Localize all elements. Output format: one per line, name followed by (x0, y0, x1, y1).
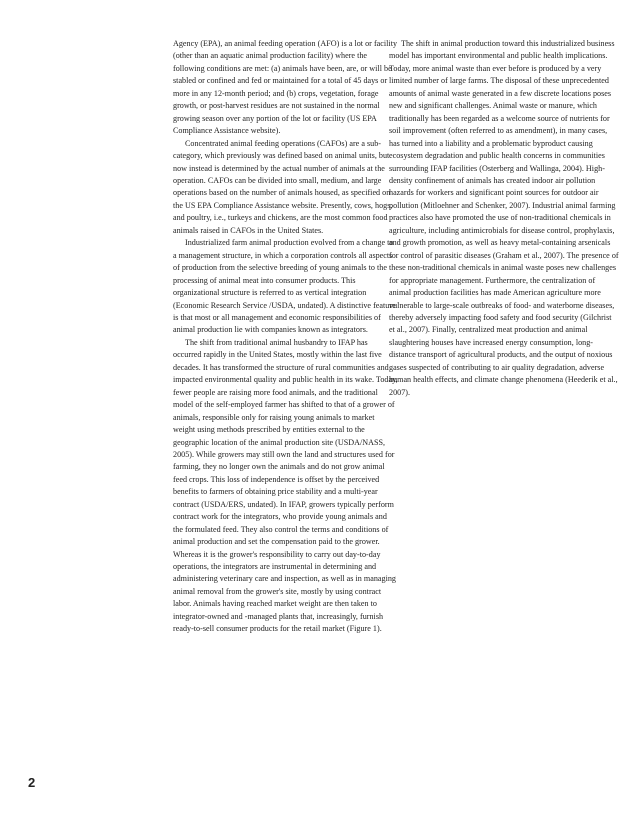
body-paragraph: The shift in animal production toward this industrialized business model has important environmental and public health implications. Today, more animal waste than ever before is produced by a very limited number of large farms. The disposal of these unprecedented amounts of animal waste generated in a few discrete locations poses new and significant challenges. Animal waste or manure, which traditionally has been regarded as a welcome source of nutrients for soil improvement (often referred to as amendment), in many cases, has turned into a liability and a problematic byproduct causing ecosystem degradation and public health concerns in communities surrounding IFAP facilities (Osterberg and Wallinga, 2004). High-density confinement of animals has created indoor air pollution hazards for workers and significant point sources for outdoor air pollution (Mitloehner and Schenker, 2007). Industrial animal farming practices also have promoted the use of non-traditional chemicals in agriculture, including antimicrobials for disease control, prophylaxis, and growth promotion, as well as heavy metal-containing arsenicals for control of parasitic diseases (Graham et al., 2007). The presence of these non-traditional chemicals in animal waste poses new challenges for appropriate management. Furthermore, the centralization of animal production facilities has made American agriculture more vulnerable to large-scale outbreaks of food- and waterborne diseases, thereby adversely impacting food safety and food security (Gilchrist et al., 2007). Finally, centralized meat production and animal slaughtering houses have increased energy consumption, long-distance transport of agricultural products, and the output of noxious gases suspected of contributing to air quality degradation, adverse human health effects, and climate change phenomena (Heederik et al., 2007). (389, 39, 619, 397)
page-number: 2 (28, 775, 36, 790)
body-paragraph: The shift from traditional animal husbandry to IFAP has occurred rapidly in the United States, mostly within the last five decades. It has transformed the structure of rural communities and impacted environmental quality and public health in its wake. Today, fewer people are raising more food animals, and the traditional model of the self-employed farmer has shifted to that of a grower of animals, responsible only for raising young animals to market weight using methods prescribed by entities external to the geographic location of the animal production site (USDA/NASS, 2005). While growers may still own the land and structures used for farming, they no longer own the animals and do not grow animal feed crops. This loss of independence is offset by the perceived benefits to farmers of obtaining price stability and a multi-year contract (USDA/ERS, undated). In IFAP, growers typically perform contract work for the integrators, who provide young animals and the formulated feed. They also control the terms and conditions of animal production and set the compensation paid to the grower. Whereas it is the grower's responsibility to carry out day-to-day operations, the integrators are instrumental in determining and administering veterinary care and inspection, as well as in managing animal removal from the grower's site, mostly by using contract labor. Animals having reached market weight are then taken to integrator-owned and -managed plants that, increasingly, furnish ready-to-sell consumer products for the retail market (Figure 1). (173, 337, 398, 634)
body-paragraph: Agency (EPA), an animal feeding operation (AFO) is a lot or facility (other than an aquatic animal production facility) where the following conditions are met: (a) animals have been, are, or will be stabled or confined and fed or maintained for a total of 45 days or more in any 12-month period; and (b) crops, vegetation, forage growth, or post-harvest residues are not sustained in the normal growing season over any portion of the lot or facility (US EPA Compliance Assistance website). (173, 39, 398, 136)
body-paragraph: Industrialized farm animal production evolved from a change to a management structure, in which a corporation controls all aspects of production from the selective breeding of young animals to the processing of animal meat into consumer products. This organizational structure is referred to as vertical integration (Economic Research Service /USDA, undated). A distinctive feature is that most or all management and economic responsibilities of animal production lie with companies known as integrators. (173, 238, 396, 335)
right-column (389, 38, 619, 399)
left-column (173, 38, 398, 636)
body-paragraph: Concentrated animal feeding operations (CAFOs) are a sub-category, which previously was defined based on animal units, but now instead is determined by the actual number of animals at the operation. CAFOs can be divided into small, medium, and large operations based on the number of animals housed, as specified on the US EPA Compliance Assistance website. Presently, cows, hogs, and poultry, i.e., turkeys and chickens, are the most common food animals raised in CAFOs in the United States. (173, 138, 393, 235)
